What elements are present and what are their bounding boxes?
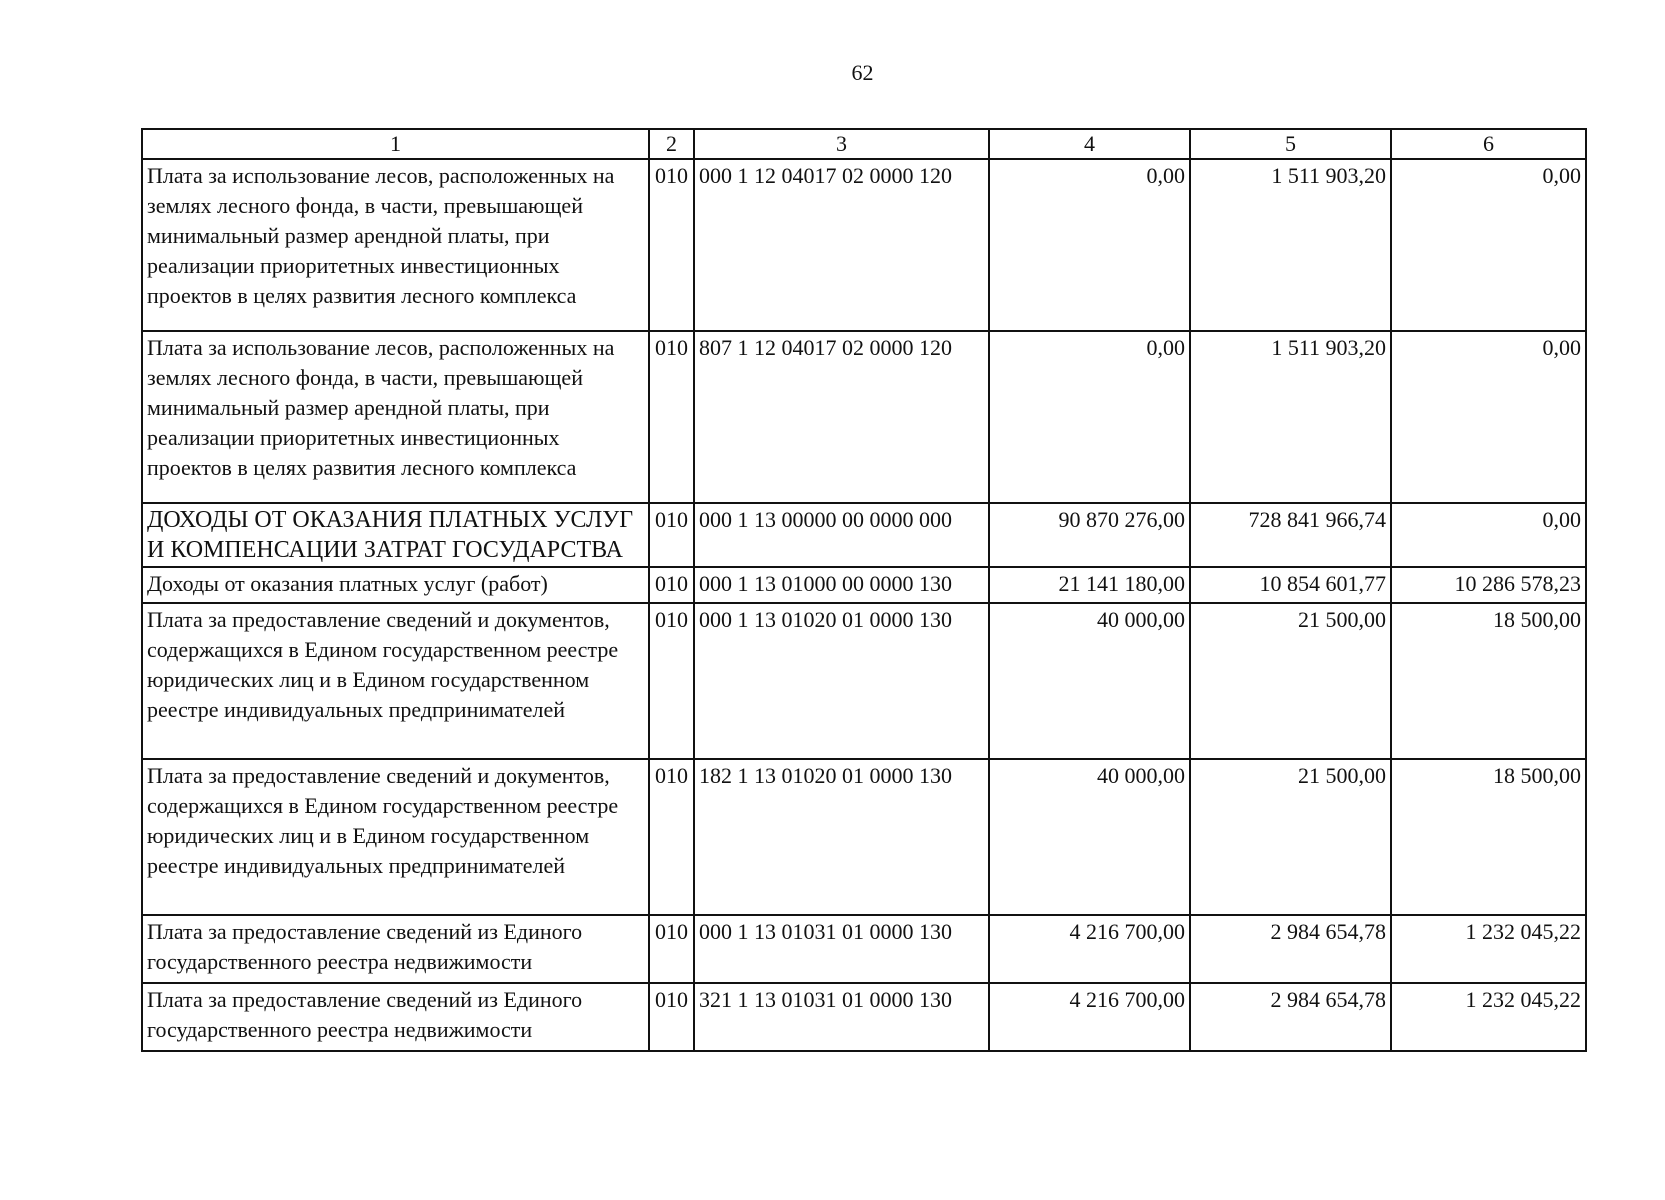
row-name: Плата за предоставление сведений из Единого государственного реестра недвижимости bbox=[142, 915, 649, 983]
table-row bbox=[142, 567, 1586, 603]
header-col-4: 4 bbox=[989, 129, 1190, 159]
row-name: Плата за использование лесов, расположенных на землях лесного фонда, в части, превышающей минимальный размер арендной платы, при реализации приоритетных инвестиционных проектов в целях развития лесного комплекса bbox=[142, 331, 649, 503]
row-col5-value: 10 854 601,77 bbox=[1190, 567, 1391, 603]
header-col-1: 1 bbox=[142, 129, 649, 159]
row-col4-value: 0,00 bbox=[989, 159, 1190, 331]
row-line-code: 010 bbox=[649, 983, 694, 1051]
header-col-3: 3 bbox=[694, 129, 989, 159]
page-number: 62 bbox=[851, 60, 874, 85]
row-col4-value: 40 000,00 bbox=[989, 759, 1190, 915]
row-budget-code: 807 1 12 04017 02 0000 120 bbox=[694, 331, 989, 503]
row-line-code: 010 bbox=[649, 159, 694, 331]
header-col-6: 6 bbox=[1391, 129, 1586, 159]
row-col6-value: 0,00 bbox=[1391, 503, 1586, 567]
header-col-2: 2 bbox=[649, 129, 694, 159]
table-row bbox=[142, 983, 1586, 1051]
row-col6-value: 10 286 578,23 bbox=[1391, 567, 1586, 603]
row-col6-value: 18 500,00 bbox=[1391, 759, 1586, 915]
row-col6-value: 0,00 bbox=[1391, 159, 1586, 331]
row-budget-code: 000 1 13 01000 00 0000 130 bbox=[694, 567, 989, 603]
row-col4-value: 90 870 276,00 bbox=[989, 503, 1190, 567]
row-col4-value: 4 216 700,00 bbox=[989, 983, 1190, 1051]
row-col6-value: 1 232 045,22 bbox=[1391, 915, 1586, 983]
row-col5-value: 1 511 903,20 bbox=[1190, 331, 1391, 503]
row-budget-code: 000 1 12 04017 02 0000 120 bbox=[694, 159, 989, 331]
row-line-code: 010 bbox=[649, 331, 694, 503]
revenue-table bbox=[141, 128, 1587, 1052]
row-line-code: 010 bbox=[649, 503, 694, 567]
row-line-code: 010 bbox=[649, 567, 694, 603]
row-name: Плата за предоставление сведений и документов, содержащихся в Едином государственном реестре юридических лиц и в Едином государственном реестре индивидуальных предпринимателей bbox=[142, 759, 649, 915]
table-row bbox=[142, 331, 1586, 503]
row-line-code: 010 bbox=[649, 603, 694, 759]
row-name: Плата за использование лесов, расположенных на землях лесного фонда, в части, превышающей минимальный размер арендной платы, при реализации приоритетных инвестиционных проектов в целях развития лесного комплекса bbox=[142, 159, 649, 331]
row-name: Плата за предоставление сведений из Единого государственного реестра недвижимости bbox=[142, 983, 649, 1051]
row-name: Доходы от оказания платных услуг (работ) bbox=[142, 567, 649, 603]
row-col4-value: 40 000,00 bbox=[989, 603, 1190, 759]
row-line-code: 010 bbox=[649, 759, 694, 915]
row-col5-value: 2 984 654,78 bbox=[1190, 983, 1391, 1051]
row-col5-value: 21 500,00 bbox=[1190, 603, 1391, 759]
table-row bbox=[142, 503, 1586, 567]
row-col5-value: 2 984 654,78 bbox=[1190, 915, 1391, 983]
row-budget-code: 000 1 13 01031 01 0000 130 bbox=[694, 915, 989, 983]
row-col4-value: 0,00 bbox=[989, 331, 1190, 503]
row-col5-value: 1 511 903,20 bbox=[1190, 159, 1391, 331]
row-name: Плата за предоставление сведений и документов, содержащихся в Едином государственном реестре юридических лиц и в Едином государственном реестре индивидуальных предпринимателей bbox=[142, 603, 649, 759]
table-row bbox=[142, 915, 1586, 983]
row-col6-value: 1 232 045,22 bbox=[1391, 983, 1586, 1051]
row-budget-code: 000 1 13 01020 01 0000 130 bbox=[694, 603, 989, 759]
row-col4-value: 4 216 700,00 bbox=[989, 915, 1190, 983]
row-col5-value: 21 500,00 bbox=[1190, 759, 1391, 915]
row-col6-value: 18 500,00 bbox=[1391, 603, 1586, 759]
row-budget-code: 182 1 13 01020 01 0000 130 bbox=[694, 759, 989, 915]
row-line-code: 010 bbox=[649, 915, 694, 983]
table-header-row bbox=[142, 129, 1586, 159]
table-row bbox=[142, 603, 1586, 759]
table-row bbox=[142, 759, 1586, 915]
row-name: ДОХОДЫ ОТ ОКАЗАНИЯ ПЛАТНЫХ УСЛУГ И КОМПЕНСАЦИИ ЗАТРАТ ГОСУДАРСТВА bbox=[142, 503, 649, 567]
row-budget-code: 000 1 13 00000 00 0000 000 bbox=[694, 503, 989, 567]
row-budget-code: 321 1 13 01031 01 0000 130 bbox=[694, 983, 989, 1051]
header-col-5: 5 bbox=[1190, 129, 1391, 159]
table-row bbox=[142, 159, 1586, 331]
row-col6-value: 0,00 bbox=[1391, 331, 1586, 503]
row-col4-value: 21 141 180,00 bbox=[989, 567, 1190, 603]
row-col5-value: 728 841 966,74 bbox=[1190, 503, 1391, 567]
